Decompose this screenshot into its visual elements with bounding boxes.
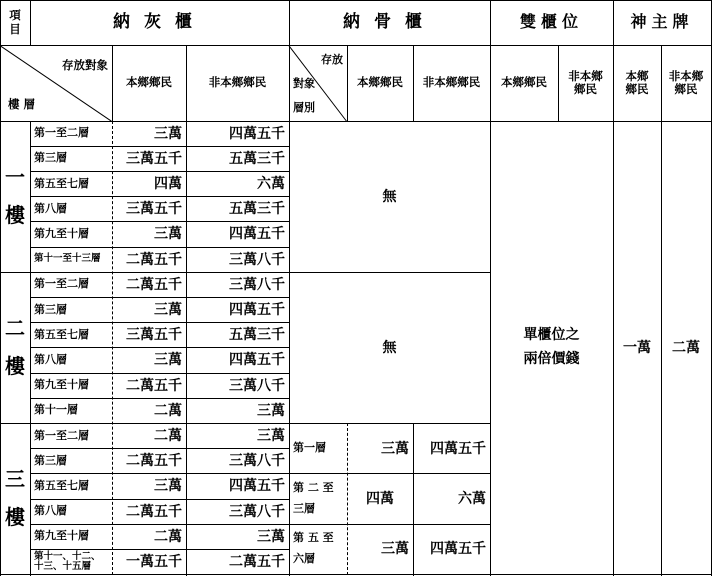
ash-nonlocal-price: 三萬: [257, 528, 285, 545]
double-col-local: 本鄉鄉民: [501, 75, 547, 90]
diag-label-object: 存放對象: [62, 58, 108, 73]
grid-line: [30, 398, 290, 399]
ash-level-label: 第三層: [34, 453, 67, 467]
bone-level-label: 第 二 至 三層: [293, 481, 334, 515]
grid-line: [661, 45, 662, 576]
ash-local-price: 三萬五千: [126, 327, 182, 344]
bone-local-price: 三萬: [381, 440, 409, 457]
bone-local-price: 三萬: [381, 541, 409, 558]
ash-local-price: 三萬五千: [126, 201, 182, 218]
grid-line: [613, 0, 614, 576]
bone-cabinet-title: 納骨櫃: [343, 11, 436, 32]
ash-nonlocal-price: 三萬: [257, 402, 285, 419]
ash-nonlocal-price: 二萬五千: [229, 553, 285, 570]
ash-local-price: 二萬: [154, 427, 182, 444]
grid-line: [186, 121, 187, 576]
bone-col-nonlocal: 非本鄉鄉民: [422, 75, 481, 90]
grid-line: [413, 423, 414, 575]
ash-level-label: 第八層: [34, 353, 67, 367]
ash-local-price: 二萬五千: [126, 276, 182, 293]
bone-local-price: 四萬: [366, 490, 394, 507]
grid-line: [0, 272, 491, 273]
bone-diag-level: 層別: [293, 100, 315, 114]
bone-level-label: 第一層: [293, 441, 326, 455]
grid-line: [30, 0, 31, 46]
ash-level-label: 第一至二層: [34, 428, 89, 442]
grid-line: [490, 0, 491, 576]
ash-level-label: 第三層: [34, 302, 67, 316]
ash-local-price: 三萬五千: [126, 150, 182, 167]
floor-label: 一 樓: [5, 165, 25, 228]
grid-line: [30, 196, 290, 197]
ash-level-label: 第五至七層: [34, 479, 89, 493]
grid-line: [0, 574, 712, 575]
dashed-divider: [347, 423, 348, 574]
grid-line: [30, 146, 290, 147]
ash-nonlocal-price: 五萬三千: [229, 150, 285, 167]
double-price-note: 單櫃位之 兩倍價錢: [523, 327, 580, 367]
ash-nonlocal-price: 三萬八千: [229, 251, 285, 268]
grid-line: [112, 45, 113, 122]
ash-local-price: 三萬: [154, 301, 182, 318]
grid-line: [30, 121, 31, 576]
ash-local-price: 二萬: [154, 528, 182, 545]
double-col-nonlocal: 非本鄉 鄉民: [568, 68, 603, 96]
grid-line: [30, 549, 290, 550]
grid-line: [30, 524, 290, 525]
grid-line: [0, 0, 712, 1]
bone-nonlocal-price: 六萬: [458, 490, 486, 507]
ash-level-label: 第九至十層: [34, 227, 89, 241]
grid-line: [30, 499, 290, 500]
ash-cabinet-title: 納灰櫃: [113, 11, 206, 32]
ash-level-label: 第五至七層: [34, 327, 89, 341]
bone-none-text: 無: [382, 339, 397, 356]
bone-diag-object: 存放: [321, 52, 343, 66]
ash-nonlocal-price: 三萬: [257, 427, 285, 444]
ash-nonlocal-price: 四萬五千: [229, 301, 285, 318]
dashed-divider: [112, 121, 113, 575]
grid-line: [30, 347, 290, 348]
grid-line: [347, 45, 348, 122]
ash-nonlocal-price: 三萬八千: [229, 276, 285, 293]
ash-nonlocal-price: 三萬八千: [229, 377, 285, 394]
ash-level-label: 第五至七層: [34, 176, 89, 190]
grid-line: [30, 297, 290, 298]
ash-local-price: 三萬: [154, 226, 182, 243]
ash-local-price: 二萬五千: [126, 251, 182, 268]
ash-nonlocal-price: 四萬五千: [229, 352, 285, 369]
ash-nonlocal-price: 六萬: [257, 175, 285, 192]
ash-local-price: 三萬: [154, 125, 182, 142]
grid-line: [289, 0, 290, 576]
col-nonlocal: 非本鄉鄉民: [208, 75, 267, 90]
col-local: 本鄉鄉民: [126, 75, 172, 90]
ash-level-label: 第十一、十二、 十三、十五層: [34, 551, 101, 572]
grid-line: [30, 221, 290, 222]
ash-level-label: 第九至十層: [34, 529, 89, 543]
grid-line: [289, 473, 491, 474]
grid-line: [30, 448, 290, 449]
ash-nonlocal-price: 五萬三千: [229, 327, 285, 344]
tablet-title: 神主牌: [630, 12, 694, 32]
ash-nonlocal-price: 四萬五千: [229, 226, 285, 243]
bone-level-label: 第 五 至 六層: [293, 531, 334, 566]
ash-level-label: 第十一層: [34, 403, 78, 417]
bone-diag-object-2: 對象: [293, 76, 315, 90]
grid-line: [711, 0, 712, 576]
grid-line: [30, 322, 290, 323]
grid-line: [30, 171, 290, 172]
grid-line: [289, 524, 491, 525]
ash-local-price: 二萬五千: [126, 377, 182, 394]
ash-nonlocal-price: 三萬八千: [229, 503, 285, 520]
grid-line: [0, 0, 1, 576]
floor-label: 二 樓: [5, 316, 25, 379]
tablet-col-nonlocal: 非本鄉 鄉民: [668, 68, 704, 96]
grid-line: [30, 247, 290, 248]
ash-level-label: 第一至二層: [34, 126, 89, 140]
ash-local-price: 三萬: [154, 352, 182, 369]
ash-level-label: 第八層: [34, 504, 67, 518]
bone-nonlocal-price: 四萬五千: [430, 440, 486, 457]
bone-nonlocal-price: 四萬五千: [430, 541, 486, 558]
ash-local-price: 二萬五千: [126, 453, 182, 470]
ash-local-price: 二萬五千: [126, 503, 182, 520]
bone-col-local: 本鄉鄉民: [357, 75, 403, 90]
ash-level-label: 第三層: [34, 151, 67, 165]
grid-line: [0, 423, 491, 424]
ash-level-label: 第九至十層: [34, 378, 89, 392]
ash-nonlocal-price: 四萬五千: [229, 125, 285, 142]
grid-line: [413, 45, 414, 122]
ash-nonlocal-price: 三萬八千: [229, 453, 285, 470]
grid-line: [0, 45, 712, 46]
ash-local-price: 一萬五千: [126, 553, 182, 570]
bone-none-text: 無: [382, 188, 397, 205]
floor-label: 三 樓: [5, 467, 25, 530]
ash-nonlocal-price: 五萬三千: [229, 201, 285, 218]
ash-level-label: 第十一至十三層: [34, 253, 101, 265]
tablet-local-price: 一萬: [623, 339, 651, 356]
double-cabinet-title: 雙櫃位: [519, 12, 583, 32]
grid-line: [558, 45, 559, 122]
grid-line: [0, 121, 712, 122]
ash-nonlocal-price: 四萬五千: [229, 478, 285, 495]
ash-level-label: 第八層: [34, 201, 67, 215]
ash-local-price: 三萬: [154, 478, 182, 495]
tablet-nonlocal-price: 二萬: [672, 339, 700, 356]
ash-local-price: 二萬: [154, 402, 182, 419]
grid-line: [30, 373, 290, 374]
ash-local-price: 四萬: [154, 175, 182, 192]
ash-level-label: 第一至二層: [34, 277, 89, 291]
grid-line: [186, 45, 187, 122]
tablet-col-local: 本鄉 鄉民: [625, 68, 649, 96]
diag-label-floor: 樓 層: [8, 97, 36, 112]
item-label: 項 目: [9, 8, 21, 36]
grid-line: [30, 473, 290, 474]
